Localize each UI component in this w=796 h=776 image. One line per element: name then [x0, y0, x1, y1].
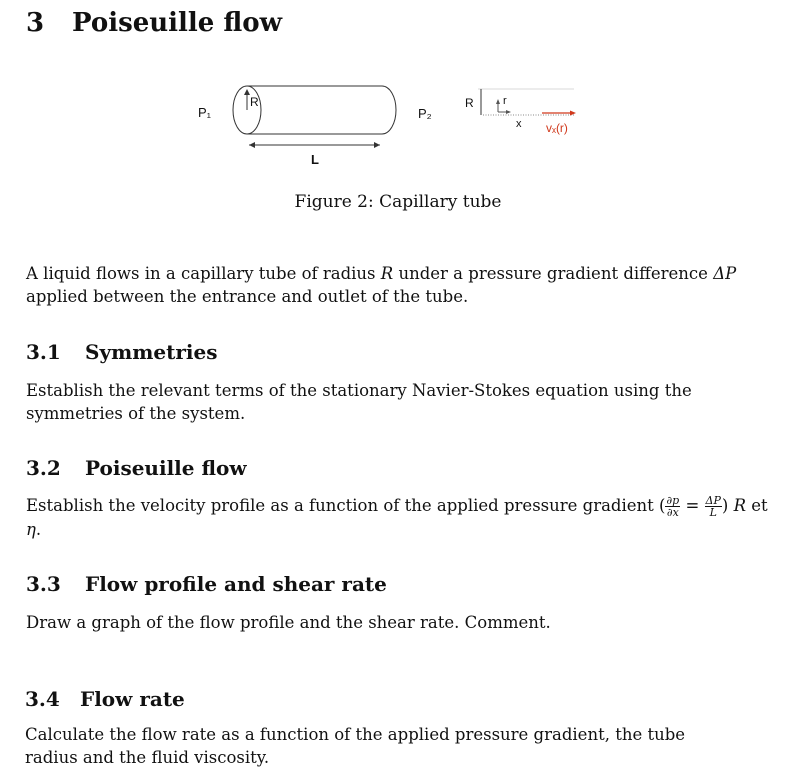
label-r-axis: R [465, 96, 474, 110]
fraction-dp-dx-denominator: ∂x [666, 506, 679, 519]
label-r-small: r [503, 95, 507, 107]
fraction-dP-L [705, 495, 722, 518]
equals-sign: = [680, 496, 705, 515]
symbol-radius-2: R [733, 496, 747, 515]
subsection-3-4-text: Calculate the flow rate as a function of the applied pressure gradient, the tube radius and the fluid viscosity. [25, 725, 686, 767]
x-arrowhead [506, 110, 511, 114]
length-arrowhead-right [374, 142, 380, 148]
s2-end: . [35, 520, 42, 539]
symbol-delta-p: ΔP [713, 264, 737, 283]
intro-paragraph [26, 262, 771, 308]
capillary-tube-figure [0, 0, 796, 180]
subsection-3-2-number: 3.2 [26, 456, 61, 480]
label-l: L [311, 152, 319, 167]
fraction-dp-dx [665, 495, 680, 518]
fraction-dP-L-denominator: L [709, 506, 717, 519]
fraction-dP-L-numerator: ΔP [705, 494, 721, 507]
symbol-eta: η [26, 520, 36, 539]
subsection-3-3-number: 3.3 [26, 572, 61, 596]
label-x: x [516, 118, 522, 130]
symbol-radius: R [380, 264, 394, 283]
label-vx: vₓ(r) [546, 121, 568, 135]
intro-text-2: under a pressure gradient difference [393, 264, 714, 283]
subsection-3-2-title: Poiseuille flow [85, 456, 247, 480]
section-title: Poiseuille flow [72, 8, 283, 38]
subsection-3-1-number: 3.1 [26, 340, 61, 364]
tube-outline [247, 86, 396, 134]
intro-text-3: applied between the entrance and outlet of the tube. [26, 287, 469, 306]
subsection-3-4-number: 3.4 [25, 687, 60, 711]
s2-text-2: et [746, 496, 768, 515]
subsection-3-3-title: Flow profile and shear rate [85, 572, 387, 596]
fraction-dp-dx-numerator: ∂p [666, 494, 680, 507]
figure-caption: Figure 2: Capillary tube [294, 192, 502, 212]
label-p2: P₂ [418, 106, 432, 121]
close-paren: ) [721, 496, 734, 515]
label-r-tube: R [250, 95, 259, 109]
subsection-3-3-text: Draw a graph of the flow profile and the shear rate. Comment. [26, 613, 551, 632]
intro-text-1: A liquid flows in a capillary tube of radius [26, 264, 381, 283]
subsection-3-2-text [26, 494, 771, 541]
s2-text-1: Establish the velocity profile as a function of the applied pressure gradient ( [26, 496, 666, 515]
subsection-3-4-title: Flow rate [80, 687, 185, 711]
subsection-3-1-title: Symmetries [85, 340, 218, 364]
subsection-3-1-text: Establish the relevant terms of the stationary Navier-Stokes equation using the symmetries of the system. [26, 381, 692, 423]
r-arrowhead [496, 99, 500, 104]
section-number: 3 [26, 8, 45, 38]
label-p1: P₁ [198, 105, 212, 120]
length-arrowhead-left [249, 142, 255, 148]
